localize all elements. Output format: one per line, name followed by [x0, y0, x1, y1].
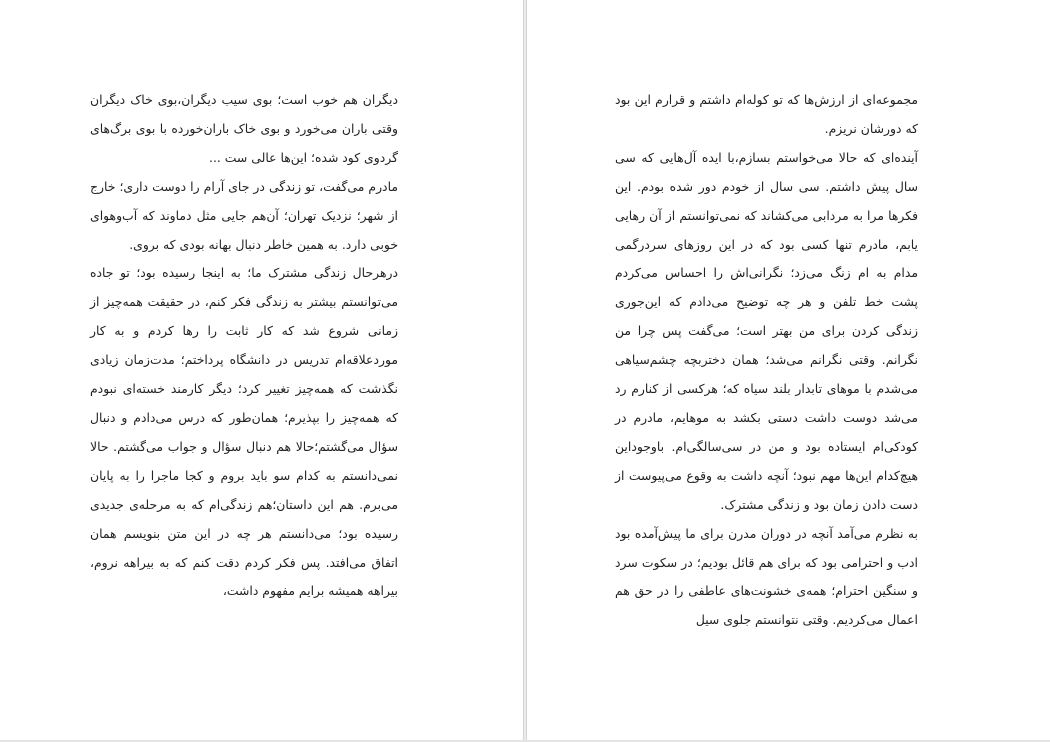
- paragraph: مجموعه‌ای از ارزش‌ها که تو کوله‌ام داشتم و قرارم این بود که دورشان نریزم.: [615, 92, 918, 136]
- left-page-text: [90, 86, 398, 606]
- right-page-text: [615, 86, 918, 635]
- paragraph: درهرحال زندگی مشترک ما؛ به اینجا رسیده بود؛ تو جاده می‌توانستم بیشتر به زندگی فکر کنم، در حقیقت همه‌چیز از زمانی شروع شد که کار ثابت را رها کردم و به کار موردعلاقه‌ام تدریس در دانشگاه پرداختم؛ مدت‌زمان زیادی نگذشت که همه‌چیز تغییر کرد؛ دیگر کارمند خسته‌ای نبودم که همه‌چیز را بپذیرم؛ همان‌طور که درس می‌دادم و دنبال سؤال می‌گشتم؛حالا هم دنبال سؤال و جواب می‌گشتم. حالا نمی‌دانستم به کدام سو باید بروم و کجا ماجرا را به پایان می‌برم. هم این داستان؛هم زندگی‌ام که به مرحله‌ی جدیدی رسیده بود؛ می‌دانستم هر چه در این متن بنویسم همان اتفاق می‌افتد. پس فکر کردم دقت کنم که به بیراهه نروم، بیراهه همیشه برایم مفهوم داشت،: [90, 265, 398, 599]
- paragraph: به نظرم می‌آمد آنچه در دوران مدرن برای ما پیش‌آمده بود ادب و احترامی بود که برای هم قائل بودیم؛ در سکوت سرد و سنگین احترام؛ همه‌ی خشونت‌های عاطفی را در حق هم اعمال می‌کردیم. وقتی نتوانستم جلوی سیل: [615, 525, 918, 628]
- paragraph: دیگران هم خوب است؛ بوی سیب دیگران،بوی خاک دیگران وقتی باران می‌خورد و بوی خاک باران‌خورده با بوی برگ‌های گردوی کود شده؛ این‌ها عالی ست ...: [90, 92, 398, 165]
- paragraph: آینده‌ای که حالا می‌خواستم بسازم،با ایده آل‌هایی که سی سال پیش داشتم. سی سال از خودم دور شده بودم. این فکرها مرا به مردابی می‌کشاند که نمی‌توانستم از آن رهایی یابم، مادرم تنها کسی بود که در این روزهای سردرگمی مدام به ام زنگ می‌زد؛ نگرانی‌اش را احساس می‌کردم پشت خط تلفن و هر چه توضیح می‌دادم که این‌جوری زندگی کردن برای من بهتر است؛ می‌گفت پس چرا من نگرانم. وقتی نگرانم می‌شد؛ همان دختربچه چشم‌سیاهی می‌شدم با موهای تابدار بلند سیاه که؛ هرکسی از کنارم رد می‌شد دوست داشت دستی بکشد به موهایم، مادرم در کودکی‌ام ایستاده بود و من در سی‌سالگی‌ام. باوجوداین هیچ‌کدام این‌ها مهم نبود؛ آنچه داشت به وقوع می‌پیوست از دست دادن زمان بود و زندگی مشترک.: [615, 149, 918, 512]
- paragraph: مادرم می‌گفت، تو زندگی در جای آرام را دوست داری؛ خارج از شهر؛ نزدیک تهران؛ آن‌هم جایی مثل دماوند که آب‌وهوای خوبی دارد. به همین خاطر دنبال بهانه بودی که بروی.: [90, 178, 398, 252]
- left-page: [0, 0, 523, 740]
